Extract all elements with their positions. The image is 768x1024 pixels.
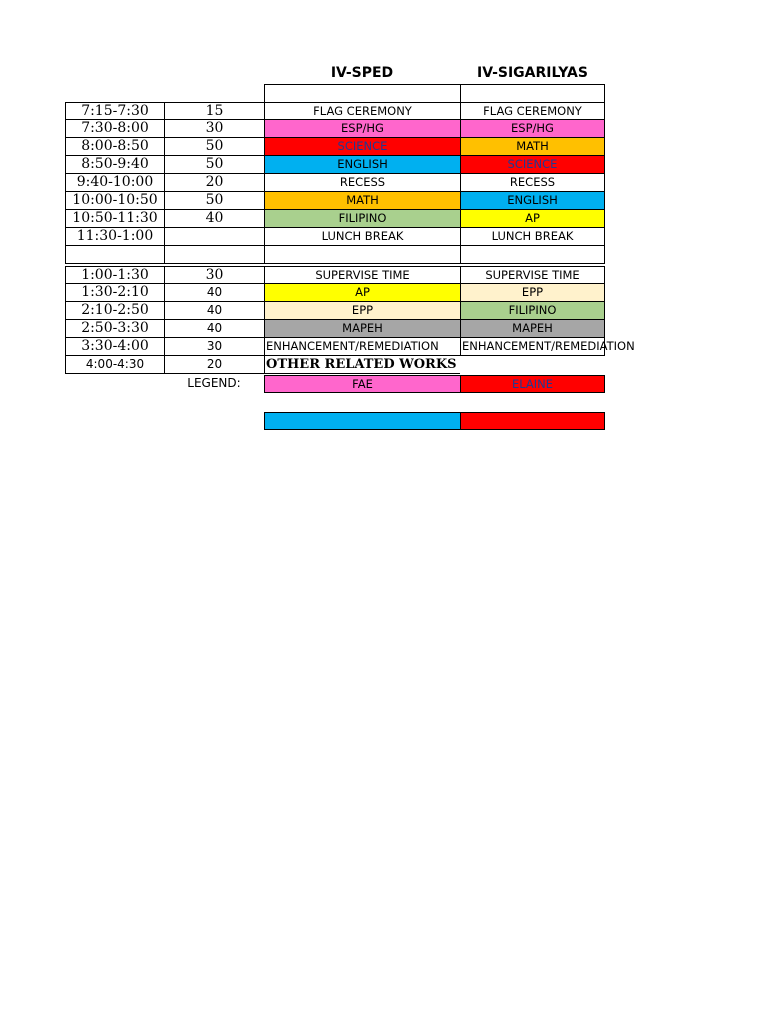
table-row (65, 210, 605, 228)
legend-row (65, 375, 605, 393)
minutes-cell: 40 (164, 210, 264, 228)
table-row (65, 156, 605, 174)
table-row (65, 338, 635, 356)
minutes-cell (164, 228, 264, 246)
subject-cell-sigarilyas (460, 246, 605, 264)
time-cell: 3:30-4:00 (65, 338, 164, 356)
time-cell: 1:30-2:10 (65, 284, 164, 302)
subject-cell-sped (264, 246, 460, 264)
subject-cell-sped: ENHANCEMENT/REMEDIATION (264, 338, 460, 356)
subject-cell-sigarilyas: AP (460, 210, 605, 228)
subject-cell-sped: FLAG CEREMONY (264, 102, 460, 120)
subject-cell-sped: ENGLISH (264, 156, 460, 174)
subject-cell-sigarilyas: ESP/HG (460, 120, 605, 138)
time-cell: 8:50-9:40 (65, 156, 164, 174)
table-row (65, 174, 605, 192)
subject-cell-sigarilyas: LUNCH BREAK (460, 228, 605, 246)
table-row (65, 120, 605, 138)
minutes-cell: 40 (164, 302, 264, 320)
blank-cell-b (460, 84, 605, 103)
table-row (65, 246, 605, 264)
time-cell: 7:15-7:30 (65, 102, 164, 120)
time-cell: 4:00-4:30 (65, 356, 164, 374)
legend-swatch-blue (264, 412, 460, 430)
minutes-cell: 30 (164, 266, 264, 284)
legend-label: LEGEND: (187, 376, 241, 390)
time-cell: 7:30-8:00 (65, 120, 164, 138)
subject-cell-sigarilyas: FLAG CEREMONY (460, 102, 605, 120)
subject-cell-sped: AP (264, 284, 460, 302)
minutes-cell: 20 (164, 356, 264, 374)
table-row (65, 284, 605, 302)
time-cell: 10:50-11:30 (65, 210, 164, 228)
time-cell: 1:00-1:30 (65, 266, 164, 284)
blank-cell-a (264, 84, 460, 103)
subject-cell-sped: FILIPINO (264, 210, 460, 228)
time-cell: 8:00-8:50 (65, 138, 164, 156)
time-cell: 2:10-2:50 (65, 302, 164, 320)
subject-cell-sigarilyas: RECESS (460, 174, 605, 192)
header-iv-sigarilyas: IV-SIGARILYAS (477, 65, 588, 81)
legend-elaine: ELAINE (460, 375, 605, 393)
table-row (65, 356, 605, 374)
minutes-cell: 40 (164, 320, 264, 338)
subject-cell-sped: EPP (264, 302, 460, 320)
minutes-cell: 15 (164, 102, 264, 120)
time-cell (65, 246, 164, 264)
header-iv-sped: IV-SPED (330, 65, 394, 81)
subject-cell-sigarilyas: ENGLISH (460, 192, 605, 210)
subject-cell-sigarilyas: SUPERVISE TIME (460, 266, 605, 284)
subject-cell-sped: ESP/HG (264, 120, 460, 138)
table-row (65, 266, 605, 284)
subject-cell-sigarilyas: EPP (460, 284, 605, 302)
subject-cell-sped: OTHER RELATED WORKS (264, 356, 460, 374)
minutes-cell: 50 (164, 192, 264, 210)
subject-cell-sigarilyas: MAPEH (460, 320, 605, 338)
time-cell: 9:40-10:00 (65, 174, 164, 192)
minutes-cell (164, 246, 264, 264)
subject-cell-sigarilyas: SCIENCE (460, 156, 605, 174)
table-row (65, 138, 605, 156)
subject-cell-sigarilyas: MATH (460, 138, 605, 156)
table-row (65, 320, 605, 338)
time-cell: 10:00-10:50 (65, 192, 164, 210)
subject-cell-sped: RECESS (264, 174, 460, 192)
minutes-cell: 50 (164, 138, 264, 156)
subject-cell-sped: SCIENCE (264, 138, 460, 156)
subject-cell-sped: SUPERVISE TIME (264, 266, 460, 284)
time-cell: 11:30-1:00 (65, 228, 164, 246)
subject-cell-sped: MAPEH (264, 320, 460, 338)
subject-cell-sigarilyas: ENHANCEMENT/REMEDIATION (460, 338, 605, 356)
table-row (65, 228, 605, 246)
minutes-cell: 50 (164, 156, 264, 174)
subject-cell-sigarilyas (460, 356, 605, 374)
minutes-cell: 40 (164, 284, 264, 302)
legend-fae: FAE (264, 375, 460, 393)
time-cell: 2:50-3:30 (65, 320, 164, 338)
subject-cell-sigarilyas: FILIPINO (460, 302, 605, 320)
table-row (65, 102, 605, 120)
subject-cell-sped: MATH (264, 192, 460, 210)
subject-cell-sped: LUNCH BREAK (264, 228, 460, 246)
minutes-cell: 30 (164, 120, 264, 138)
legend-swatch-red (460, 412, 605, 430)
table-row (65, 192, 605, 210)
table-row (65, 302, 605, 320)
minutes-cell: 20 (164, 174, 264, 192)
minutes-cell: 30 (164, 338, 264, 356)
